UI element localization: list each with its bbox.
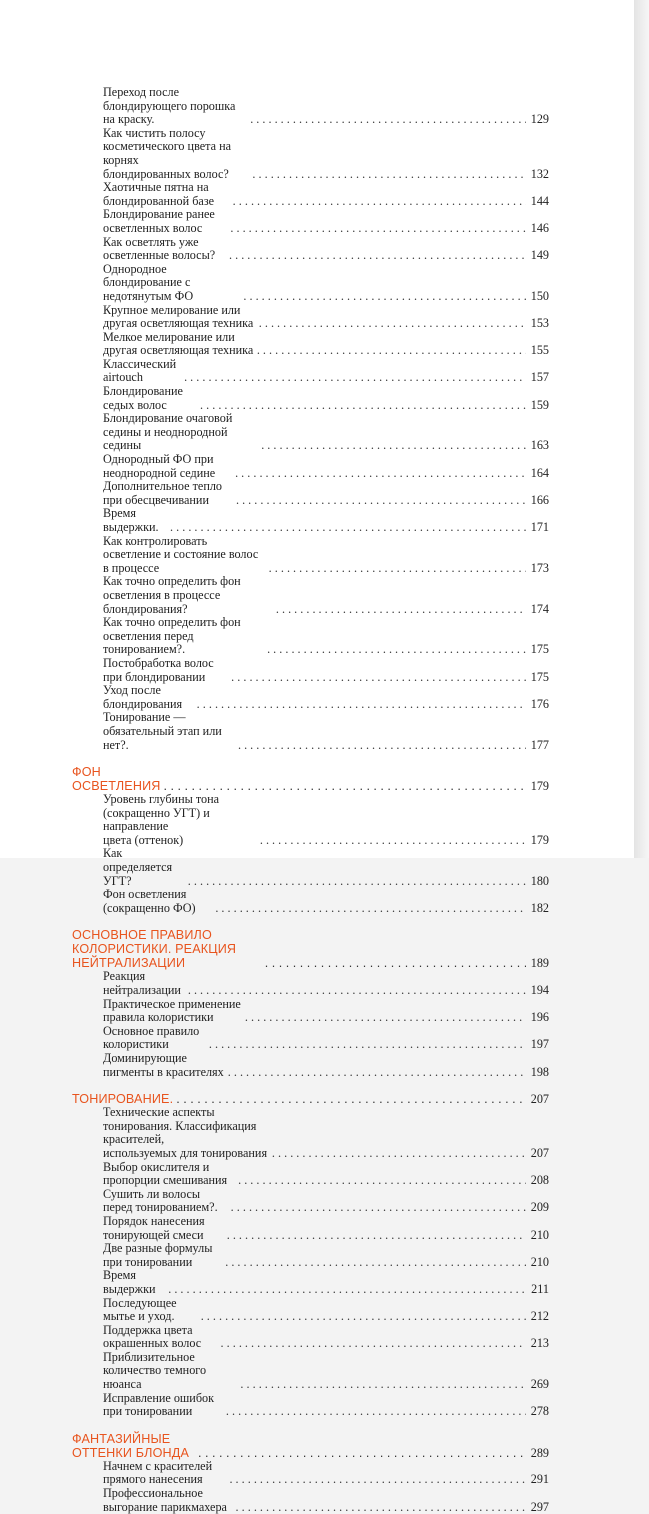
dot-leader [164, 779, 527, 793]
entry-page-number: 132 [530, 166, 549, 181]
entry-page-number: 198 [530, 1064, 549, 1079]
entry-title: Хаотичные пятна на блондированной базе [103, 180, 215, 208]
toc-entry[interactable] [72, 1106, 549, 1160]
entry-page-number: 175 [530, 642, 549, 657]
entry-page-number: 163 [530, 438, 549, 453]
entry-page-number: 278 [530, 1404, 549, 1419]
dot-leader [261, 439, 526, 453]
section-heading[interactable] [72, 765, 549, 793]
page-edge-shadow [634, 0, 649, 858]
dot-leader [184, 371, 526, 385]
toc-entry[interactable] [72, 1324, 549, 1351]
toc-entry[interactable] [72, 1487, 549, 1514]
entry-page-number: 196 [530, 1010, 549, 1025]
entry-title: Однородный ФО при неоднородной седине [103, 452, 216, 480]
entry-page-number: 297 [530, 1499, 549, 1514]
dot-leader [229, 1473, 526, 1487]
entry-title: Две разные формулы при тонировании [103, 1241, 213, 1269]
toc-entry[interactable] [72, 1460, 549, 1487]
entry-title: Уровень глубины тона (сокращенно УГТ) и направление цвета (оттенок) [103, 792, 220, 847]
toc-entry[interactable] [72, 888, 549, 915]
section-title: ОСНОВНОЕ ПРАВИЛО КОЛОРИСТИКИ. РЕАКЦИЯ НЕЙТРАЛИЗАЦИИ [72, 928, 237, 971]
toc-entry[interactable] [72, 684, 549, 711]
section-heading[interactable] [72, 928, 549, 970]
entry-title: Мелкое мелирование или другая осветляющая техника [103, 329, 254, 358]
entry-page-number: 291 [530, 1472, 549, 1487]
entry-title: Блондирование седых волос [103, 384, 183, 412]
entry-page-number: 197 [530, 1037, 549, 1052]
entry-page-number: 182 [530, 900, 549, 915]
toc-entry[interactable] [72, 1297, 549, 1324]
entry-page-number: 176 [530, 696, 549, 711]
toc-entry[interactable] [72, 1269, 549, 1296]
entry-page-number: 194 [530, 983, 549, 998]
dot-leader [188, 875, 526, 889]
toc-entry[interactable] [72, 385, 549, 412]
toc-entry[interactable] [72, 304, 549, 331]
toc-entry[interactable] [72, 1025, 549, 1052]
entry-page-number: 213 [530, 1336, 549, 1351]
entry-title: Классический airtouch [103, 356, 177, 385]
entry-title: Время выдержки [103, 1268, 156, 1296]
entry-title: Технические аспекты тонирования. Классификация красителей, используемых для тонирования [103, 1105, 268, 1160]
dot-leader [260, 834, 526, 848]
entry-page-number: 269 [530, 1377, 549, 1392]
entry-page-number: 174 [530, 601, 549, 616]
toc-entry[interactable] [72, 998, 549, 1025]
entry-title: Фон осветления (сокращенно ФО) [103, 887, 196, 915]
toc-entry[interactable] [72, 657, 549, 684]
entry-title: Как определяется УГТ? [103, 846, 173, 888]
toc-entry[interactable] [72, 575, 549, 616]
entry-title: Как осветлять уже осветленные волосы? [103, 234, 216, 263]
dot-leader [227, 1229, 526, 1243]
dot-leader [229, 249, 526, 263]
entry-page-number: 177 [530, 737, 549, 752]
entry-title: Постобработка волос при блондировании [103, 655, 214, 684]
entry-title: Реакция нейтрализации [103, 969, 181, 998]
toc-entry[interactable] [72, 263, 549, 304]
entry-title: Начнем с красителей прямого нанесения [103, 1458, 213, 1487]
toc-entry[interactable] [72, 453, 549, 480]
entry-page-number: 146 [530, 220, 549, 235]
entry-page-number: 144 [530, 193, 549, 208]
entry-page-number: 211 [531, 1281, 549, 1296]
toc-entry[interactable] [72, 480, 549, 507]
dot-leader [228, 1066, 526, 1080]
entry-page-number: 171 [530, 520, 549, 534]
dot-leader [200, 399, 526, 413]
entry-title: Приблизительное количество темного нюанса [103, 1349, 207, 1392]
entry-page-number: 208 [530, 1173, 549, 1188]
entry-page-number: 155 [530, 343, 549, 358]
entry-page-number: 150 [530, 288, 549, 303]
entry-page-number: 166 [530, 492, 549, 507]
section-page-number: 207 [530, 1092, 549, 1107]
dot-leader [235, 467, 526, 481]
dot-leader [209, 1038, 526, 1052]
dot-leader [198, 1446, 526, 1460]
entry-title: Блондирование ранее осветленных волос [103, 207, 215, 235]
dot-leader [201, 1310, 526, 1324]
dot-leader [238, 1174, 526, 1188]
toc-entry[interactable] [72, 1351, 549, 1392]
entry-title: Блондирование очаговой седины и неоднородной седины [103, 411, 233, 453]
dot-leader [276, 603, 526, 617]
section-title: ФАНТАЗИЙНЫЕ ОТТЕНКИ БЛОНДА [72, 1431, 190, 1460]
toc-entry[interactable] [72, 847, 549, 888]
entry-page-number: 180 [530, 873, 549, 888]
dot-leader [240, 1378, 526, 1392]
entry-title: Дополнительное тепло при обесцвечивании [103, 479, 223, 507]
entry-title: Как точно определить фон осветления в процессе блондирования? [103, 574, 241, 616]
dot-leader [188, 984, 526, 998]
dot-leader [265, 956, 526, 970]
toc-entry[interactable] [72, 1052, 549, 1079]
toc-entry[interactable] [72, 331, 549, 358]
entry-title: Поддержка цвета окрашенных волос [103, 1322, 202, 1351]
entry-title: Выбор окислителя и пропорции смешивания [103, 1159, 228, 1188]
dot-leader [226, 1405, 526, 1419]
toc-entry[interactable] [72, 970, 549, 997]
dot-leader [170, 521, 526, 535]
dot-leader [250, 113, 526, 127]
dot-leader [243, 290, 526, 304]
dot-leader [231, 671, 526, 685]
entry-title: Как контролировать осветление и состояние волос в процессе [103, 533, 259, 575]
toc-entry[interactable] [72, 711, 549, 752]
dot-leader [272, 1147, 526, 1161]
dot-leader [221, 1337, 526, 1351]
entry-title: Доминирующие пигменты в красителях [103, 1051, 224, 1079]
dot-leader [269, 562, 526, 576]
toc-entry[interactable] [72, 1242, 549, 1269]
toc-entry[interactable] [72, 127, 549, 181]
entry-page-number: 157 [530, 370, 549, 385]
entry-title: Время выдержки. [103, 506, 159, 534]
entry-title: Порядок нанесения тонирующей смеси [103, 1213, 205, 1242]
entry-page-number: 149 [530, 248, 549, 263]
entry-page-number: 209 [530, 1200, 549, 1215]
toc-entry[interactable] [72, 507, 549, 534]
dot-leader [215, 902, 526, 916]
section-heading[interactable] [72, 1432, 549, 1460]
section-title: ФОН ОСВЕТЛЕНИЯ [72, 765, 161, 794]
toc-entry[interactable] [72, 616, 549, 657]
toc-entry[interactable] [72, 535, 549, 576]
entry-page-number: 159 [530, 397, 549, 412]
dot-leader [252, 168, 526, 182]
entry-title: Тонирование — обязательный этап или нет?. [103, 710, 222, 752]
entry-page-number: 153 [530, 316, 549, 331]
entry-page-number: 210 [530, 1254, 549, 1269]
dot-leader [168, 1283, 526, 1297]
dot-leader [236, 1501, 526, 1514]
toc-entry[interactable] [72, 412, 549, 453]
toc-entry[interactable] [72, 1392, 549, 1419]
entry-page-number: 207 [530, 1145, 549, 1160]
dot-leader [236, 494, 526, 508]
entry-page-number: 164 [530, 465, 549, 480]
section-page-number: 189 [530, 956, 549, 971]
dot-leader [225, 1256, 526, 1270]
entry-title: Уход после блондирования [103, 683, 183, 711]
entry-title: Крупное мелирование или другая осветляющая техника [103, 302, 254, 331]
toc-entry[interactable] [72, 208, 549, 235]
entry-title: Профессиональное выгорание парикмахера [103, 1486, 227, 1514]
toc-entry[interactable] [72, 181, 549, 208]
entry-title: Основное правило колористики [103, 1023, 200, 1052]
dot-leader [231, 1201, 526, 1215]
section-page-number: 179 [530, 779, 549, 794]
toc-entry[interactable] [72, 236, 549, 263]
section-title: ТОНИРОВАНИЕ. [72, 1092, 174, 1107]
toc-entry[interactable] [72, 1215, 549, 1242]
entry-page-number: 212 [530, 1309, 549, 1324]
toc-entry[interactable] [72, 793, 549, 847]
entry-title: Переход после блондирующего порошка на краску. [103, 85, 236, 127]
dot-leader [233, 195, 526, 209]
entry-page-number: 173 [530, 560, 549, 575]
entry-title: Сушить ли волосы перед тонированием?. [103, 1186, 218, 1215]
toc-entry[interactable] [72, 1161, 549, 1188]
toc-entry[interactable] [72, 86, 549, 127]
toc-entry[interactable] [72, 358, 549, 385]
entry-page-number: 179 [530, 832, 549, 847]
dot-leader [257, 344, 526, 358]
entry-title: Практическое применение правила колористики [103, 996, 241, 1025]
dot-leader [245, 1011, 526, 1025]
dot-leader [230, 222, 526, 236]
table-of-contents [72, 86, 549, 1514]
section-page-number: 289 [530, 1445, 549, 1460]
dot-leader [238, 739, 526, 753]
entry-title: Однородное блондирование с недотянутым ФО [103, 261, 194, 303]
entry-page-number: 129 [530, 112, 549, 127]
toc-entry[interactable] [72, 1188, 549, 1215]
entry-title: Исправление ошибок при тонировании [103, 1390, 215, 1419]
dot-leader [267, 643, 526, 657]
entry-title: Последующее мытье и уход. [103, 1295, 177, 1324]
dot-leader [259, 317, 526, 331]
entry-page-number: 210 [530, 1227, 549, 1242]
entry-title: Как чистить полосу косметического цвета на корнях блондированных волос? [103, 125, 232, 181]
entry-title: Как точно определить фон осветления перед тонированием?. [103, 615, 241, 657]
entry-page-number: 175 [530, 669, 549, 684]
section-heading[interactable] [72, 1092, 549, 1106]
dot-leader [176, 1092, 526, 1106]
dot-leader [197, 698, 526, 712]
